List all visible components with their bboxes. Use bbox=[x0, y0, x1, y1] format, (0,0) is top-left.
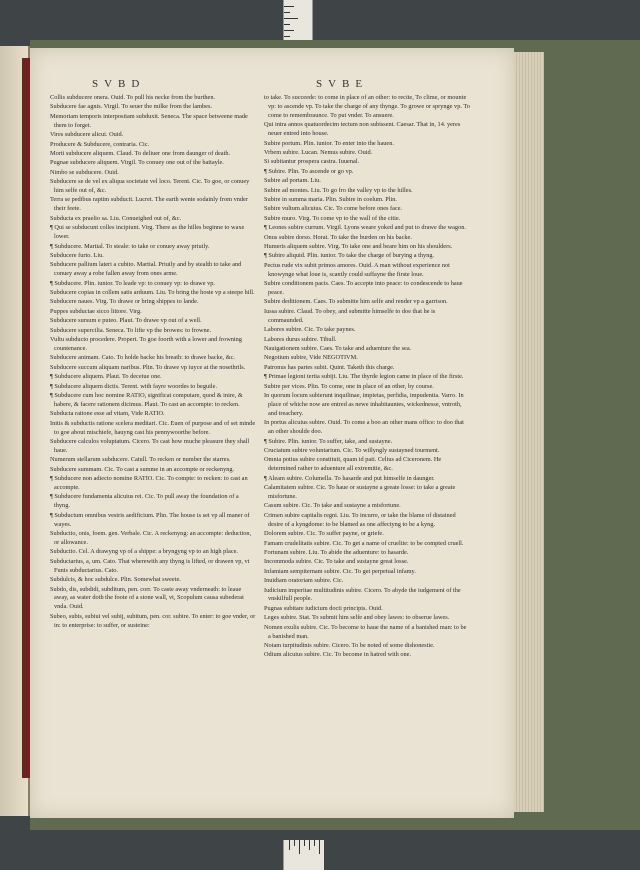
dictionary-entry: Negotium subire, Vide NEGOTIVM. bbox=[264, 354, 358, 362]
dictionary-entry: Subductio. Cel. A drawyng vp of a shippe: a bryngyng vp to an high place. bbox=[50, 548, 239, 556]
dictionary-entry: Casum subire. Cic. To take and sustayne a misfortune. bbox=[264, 502, 401, 510]
dictionary-entry: Subducta ratione esse ad vitam, Vide RATIO. bbox=[50, 410, 165, 418]
dictionary-entry: Cruciatum subire voluntarium. Cic. To willyngly sustayned tourment. bbox=[264, 446, 440, 454]
dictionary-entry: Nauigationem subire. Caes. To take and aduenture the sea. bbox=[264, 344, 412, 352]
running-head-left: SVBD bbox=[92, 78, 146, 90]
dictionary-entry: ¶ Subire. Plin. To ascende or go vp. bbox=[264, 167, 354, 175]
dictionary-entry: Qui intra annos quatuordecim tectum non subissent. Caesar. That in, 14. yeres neuer entred into house. bbox=[264, 121, 461, 138]
dictionary-entry: Subire deditionem. Caes. To submitte him selfe and render vp a garrison. bbox=[264, 298, 448, 306]
dictionary-entry: Subducere naues. Virg. To drawe or bring shippes to lande. bbox=[50, 298, 199, 306]
dictionary-entry: ¶ Subducere. Martial. To steale: to take or conuey away priuily. bbox=[50, 242, 210, 250]
dictionary-entry: ¶ Primae legioni tertia subijt. Liu. The thyrde legion came in place of the firste. bbox=[264, 373, 464, 381]
dictionary-entry: Humeris aliquem subire. Virg. To take one and beare him on his shoulders. bbox=[264, 243, 453, 250]
dictionary-entry: ¶ Subire aliquid. Plin. iunior. To take the charge of burying a thyng. bbox=[264, 252, 435, 260]
dictionary-entry: Memoriam temporis interpositam subduxit. Seneca. The space betweene made them to forget. bbox=[50, 112, 248, 129]
dictionary-entry: Iussa subire. Claud. To obey, and submitte himselfe to doe that he is commaunded. bbox=[264, 307, 436, 324]
dictionary-entry: Labores subire. Cic. To take paynes. bbox=[264, 326, 356, 334]
dictionary-entry: Collis subducere onera. Ouid. To pull his necke from the burthen. bbox=[50, 94, 216, 101]
dictionary-entry: Subire muro. Virg. To come vp to the wall of the citie. bbox=[264, 214, 401, 222]
dictionary-entry: Crimen subire capitalis regni. Liu. To incurre, or take the blame of distained desire of a kyngdome: to be blamed as one affectyng to be a kyng. bbox=[264, 511, 456, 528]
dictionary-entry: ¶ Subducere aliquem. Plaut. To deceiue one. bbox=[50, 373, 162, 381]
dictionary-entry: Vrbem subire. Lucan. Nemus subire. Ouid. bbox=[264, 148, 373, 156]
dictionary-entry: Terra se pedibus raptim subducit. Lucret. The earth wente sodainly from vnder their feete. bbox=[50, 196, 248, 213]
dictionary-entry: Pugnae subducere aliquem. Virgil. To conuey one out of the battayle. bbox=[50, 159, 224, 167]
dictionary-entry: In portus alicuius subire. Ouid. To come a boo an other mans office: to doo that an other shoulde doo. bbox=[264, 419, 464, 436]
dictionary-entry: Iudicium imperitae multitudinis subire. Cicero. To abyde the iudgement of the vnskilfull people. bbox=[264, 586, 461, 603]
dictionary-entry: Subducere calculos voluptatum. Cicero. To cast how muche pleasure they shall haue. bbox=[50, 438, 250, 454]
dictionary-entry: Incommoda subire. Cic. To take and sustayne great losse. bbox=[264, 558, 409, 566]
dictionary-entry: Leges subire. Stat. To submit him selfe and obey lawes: to obserue lawes. bbox=[264, 614, 450, 622]
dictionary-entry: Omnia potius subire constituit, quam id pati. Celius ad Ciceronem. He determined rather to aduenture all extremitie, &c. bbox=[264, 456, 442, 473]
dictionary-entry: Onus subire dorso. Horat. To take the burden on his backe. bbox=[264, 233, 412, 241]
dictionary-entry: Fortunam subire. Liu. To abide the aduenture: to hasarde. bbox=[264, 548, 409, 556]
dictionary-entry: Subdulcis, & hoc subdulce. Plin. Somewhat sweete. bbox=[50, 576, 181, 584]
dictionary-entry: Subducere copias in collem satis arduum. Liu. To bring the hoste vp a steepe hill. bbox=[50, 289, 255, 297]
dictionary-entry: ¶ Subducere aliquem dictis. Terent. with fayre woordes to beguile. bbox=[50, 382, 218, 390]
dictionary-entry: Si subitantur prospera castra. Iuuenal. bbox=[264, 158, 360, 166]
dictionary-entry: Subeo, subis, subiui vel subij, subitum, pen. cor. subire. To enter: to goe vnder, or in: to enterprise: to suffer, or susteine: bbox=[50, 612, 256, 629]
dictionary-entry: ¶ Subducere cum hoc nomine RATIO, significat computare, quod & inire, & habere, & facere rationem dicimus. Plaut. To cast an accompte: to recken. bbox=[50, 392, 243, 408]
dictionary-entry: Nimbo se subducere. Ouid. bbox=[50, 168, 119, 176]
dictionary-entry: ¶ Subducere non adiecto nomine RATIO. Cic. To compte: to recken: to cast an accompte. bbox=[50, 475, 248, 492]
left-text-column bbox=[50, 94, 256, 809]
dictionary-entry: ¶ Subire. Plin. iunior. To suffer, take, and sustayne. bbox=[264, 437, 393, 445]
dictionary-entry: Subducere furto. Liu. bbox=[50, 251, 104, 259]
dictionary-entry: Subducere pallium lateri a cubito. Martial. Priuily and by stealth to take and conuey away a robe fallen away from ones arme. bbox=[50, 261, 242, 278]
dictionary-entry: Infamiam sempiternam subire. Cic. To get perpetual infamy. bbox=[264, 567, 416, 575]
dictionary-entry: Dolorem subire. Cic. To suffer payne, or griefe. bbox=[264, 530, 384, 538]
dictionary-entry: Numerum stellarum subducere. Catull. To recken or number the starres. bbox=[50, 456, 231, 464]
dictionary-entry: Subducta ex praelio sa. Liu. Conueighed out of, &c. bbox=[50, 214, 182, 222]
dictionary-entry: Notam turpitudinis subire. Cicero. To be noted of some dishonestie. bbox=[264, 641, 435, 649]
dictionary-entry: Subducere supercilia. Seneca. To lifte vp the browes: to frowne. bbox=[50, 326, 212, 334]
dictionary-entry: Pectus rude vix subit primos amores. Ouid. A man without experience not knowynge what loue is, scantly could suffayne the firste loue. bbox=[264, 261, 450, 278]
dictionary-entry: Subducere succum aliquam naribus. Plin. To drawe vp iuyce at the nosethrils. bbox=[50, 363, 246, 371]
dictionary-entry: Subire conditionem pacis. Caes. To accepte into peace: to condescende to haue peace. bbox=[264, 280, 463, 297]
dictionary-entry: Subire ad montes. Liu. To go fro the valley vp to the hilles. bbox=[264, 186, 413, 194]
dictionary-entry: Producere & Subducere, contraria. Cic. bbox=[50, 140, 150, 148]
page-fore-edge bbox=[514, 52, 544, 812]
dictionary-entry: Subire ad portam. Liu. bbox=[264, 177, 321, 185]
dictionary-entry: Vultu subducto procedere. Propert. To goe foorth with a lower and frowning countenance. bbox=[50, 336, 242, 352]
dictionary-entry: Subdo, dis, subdidi, subditum, pen. corr. To caste away vnderneath: to leaue away, as water doth the foote of a stone wall, vt, Scopulum causa subederat vnda. Ouid. bbox=[50, 585, 244, 611]
dictionary-entry: Subducere animam. Cato. To holde backe his breath: to drawe backe, &c. bbox=[50, 354, 235, 362]
dictionary-entry: Subductio, onis, foem. gen. Verbale. Cic. A reckenyng: an accompte: deduction, or allowance. bbox=[50, 530, 252, 546]
dictionary-entry: Subducere se de vel ex aliqua societate vel loco. Terent. Cic. To goe, or conuey him selfe out of, &c. bbox=[50, 178, 250, 195]
dictionary-entry: Subducere summam. Cic. To cast a summe in an accompte or reckenyng. bbox=[50, 465, 235, 473]
dictionary-entry: Pugnas subitare iudicium docti principis. Ouid. bbox=[264, 604, 383, 612]
dictionary-entry: Patronus has partes subit. Quint. Taketh this charge. bbox=[264, 363, 395, 371]
ruler-top bbox=[283, 0, 313, 40]
dictionary-entry: Labores durus subire. Tibull. bbox=[264, 335, 337, 343]
dictionary-entry: Subducere sursum e puteo. Plaut. To drawe vp out of a well. bbox=[50, 317, 202, 325]
dictionary-entry: Puppes subductae sicco littore. Virg. bbox=[50, 307, 142, 315]
dictionary-entry: Calamitatem subire. Cic. To haue or sustayne a greate losse: to take a greate misfortune. bbox=[264, 484, 456, 500]
dictionary-entry: Subire portum. Plin. iunior. To enter into the hauen. bbox=[264, 139, 394, 147]
dictionary-entry: Morti subducere aliquem. Claud. To deliuer one from daunger of death. bbox=[50, 149, 231, 157]
dictionary-entry: ¶ Leones subire currum. Virgil. Lyons weare yoked and put to drawe the wagon. bbox=[264, 224, 466, 232]
dictionary-entry: Initis & subductis ratione scelera meditari. Cic. Euen of purpose and of set minde to goe about mischiefe, hauyng cast his pennywoorthe before. bbox=[50, 419, 256, 436]
dictionary-entry: Inuidiam oratoriam subire. Cic. bbox=[264, 577, 344, 585]
dictionary-entry: ¶ Subductum omnibus vestris aedificium. Plin. The house is set vp all maner of wayes. bbox=[50, 511, 250, 528]
dictionary-entry: Odium alicuius subire. Cic. To become in hatred with one. bbox=[264, 651, 412, 659]
dictionary-entry: Subductarius, a, um. Cato. That wherewith any thyng is lifted, or drawen vp, vt Funis subductarius. Cato. bbox=[50, 557, 250, 574]
dictionary-entry: ¶ Qui se subducunt colles incipiunt. Virg. There as the hilles beginne to waxe lower. bbox=[50, 224, 245, 241]
binding-edge bbox=[22, 58, 30, 778]
dictionary-entry: to take. To succeede: to come in place of an other: to recite, To clime, or mounte vp: to ascende vp. To take the charge of any thynge. To growe or sprynge vp. To come to remembraunce. To put vnder. To ansuere. bbox=[264, 94, 470, 119]
dictionary-entry: ¶ Aleam subire. Columella. To hasarde and put himselfe in daunger. bbox=[264, 474, 435, 482]
dictionary-entry: Subire per vices. Plin. To come, one in place of an other, by course. bbox=[264, 382, 434, 390]
dictionary-entry: Subire in summa maria. Plin. Subire in coelum. Plin. bbox=[264, 195, 397, 203]
dictionary-entry: ¶ Subducere fundamenta alicuius rei. Cic. To pull away the foundation of a thyng. bbox=[50, 493, 239, 510]
ruler-bottom bbox=[283, 840, 324, 870]
right-text-column bbox=[264, 94, 470, 809]
dictionary-entry: Nomen exulis subire. Cic. To become to haue the name of a banished man: to be a banished man. bbox=[264, 623, 467, 640]
dictionary-entry: In quorum locum subierunt inquilinae, impietas, perfidia, impudentia. Varro. In place of whiche now are entred as newe inhabitauntes, wickednesse, vntroth, and treachery. bbox=[264, 392, 464, 417]
dictionary-entry: ¶ Subducere. Plin. iunior. To leade vp: to conuey vp: to drawe vp. bbox=[50, 279, 215, 287]
dictionary-entry: Subducere fae agnis. Virgil. To seuer the milke from the lambes. bbox=[50, 103, 212, 111]
dictionary-entry: Subire vultum alicuius. Cic. To come before ones face. bbox=[264, 205, 403, 213]
dictionary-entry: Famam crudelitatis subire. Cic. To get a name of crueltie: to be compted cruell. bbox=[264, 539, 464, 547]
dictionary-entry: Vires subducere alicui. Ouid. bbox=[50, 131, 124, 139]
running-head-right: SVBE bbox=[316, 78, 369, 90]
